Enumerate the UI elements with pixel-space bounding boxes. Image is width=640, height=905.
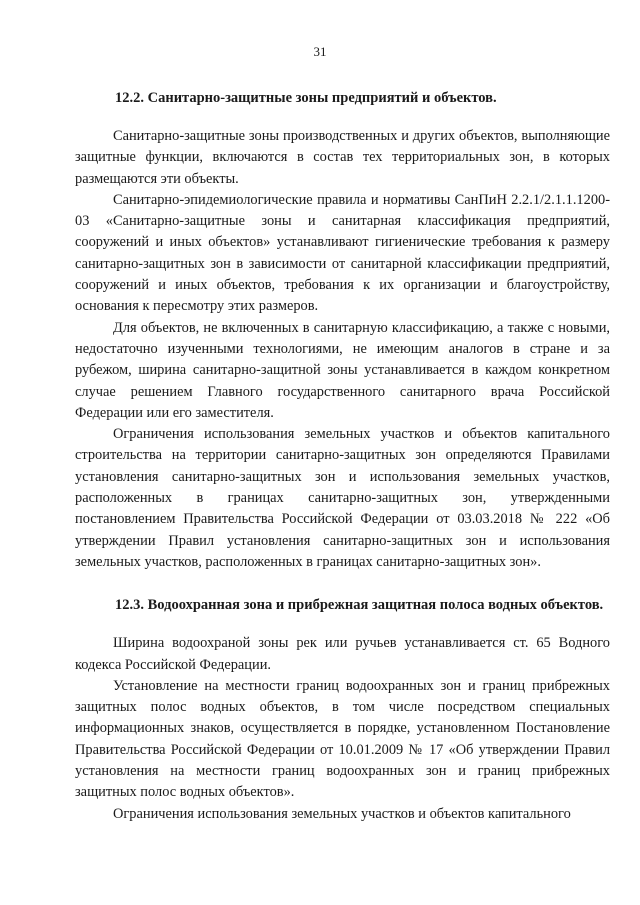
document-body <box>75 84 610 825</box>
section-heading-sanitary-zones: 12.2. Санитарно-защитные зоны предприятий и объектов. <box>115 90 497 106</box>
paragraph: Для объектов, не включенных в санитарную классификацию, а также с новыми, недостаточно изученными технологиями, не имеющим аналогов в стране и за рубежом, ширина санитарно-защитной зоны устанавливается в каждом конкретном случае решением Главного государственного санитарного врача Российской Федерации или его заместителя. <box>75 319 610 421</box>
paragraph: Ограничения использования земельных участков и объектов капитального строительства на территории санитарно-защитных зон определяются Правилами установления санитарно-защитных зон и использования земельных участков, расположенных в границах санитарно-защитных зон, утвержденными постановлением Правительства Российской Федерации от 03.03.2018 № 222 «Об утверждении Правил установления санитарно-защитных зон и использования земельных участков, расположенных в границах санитарно-защитных зон». <box>75 426 610 570</box>
section-heading-water-protection-zone: 12.3. Водоохранная зона и прибрежная защитная полоса водных объектов. <box>115 597 604 614</box>
paragraph: Ширина водоохраной зоны рек или ручьев устанавливается ст. 65 Водного кодекса Российской Федерации. <box>75 635 610 673</box>
paragraph: Установление на местности границ водоохранных зон и границ прибрежных защитных полос водных объектов, в том числе посредством специальных информационных знаков, осуществляется в порядке, установленном Постановление Правительства Российской Федерации от 10.01.2009 № 17 «Об утверждении Правил установления на местности границ водоохранных зон и границ прибрежных защитных полос водных объектов». <box>75 677 610 801</box>
paragraph: Санитарно-защитные зоны производственных и других объектов, выполняющие защитные функции, включаются в состав тех территориальных зон, в которых размещаются эти объекты. <box>75 128 610 187</box>
paragraph: Санитарно-эпидемиологические правила и нормативы СанПиН 2.2.1/2.1.1.1200-03 «Санитарно-защитные зоны и санитарная классификация предприятий, сооружений и иных объектов» устанавливают гигиенические требования к размеру санитарно-защитных зон в зависимости от санитарной классификации предприятий, сооружений и иных объектов, требования к их организации и благоустройству, основания к пересмотру этих размеров. <box>75 191 610 315</box>
paragraph: Ограничения использования земельных участков и объектов капитального <box>113 805 571 822</box>
page-number: 31 <box>313 44 327 59</box>
